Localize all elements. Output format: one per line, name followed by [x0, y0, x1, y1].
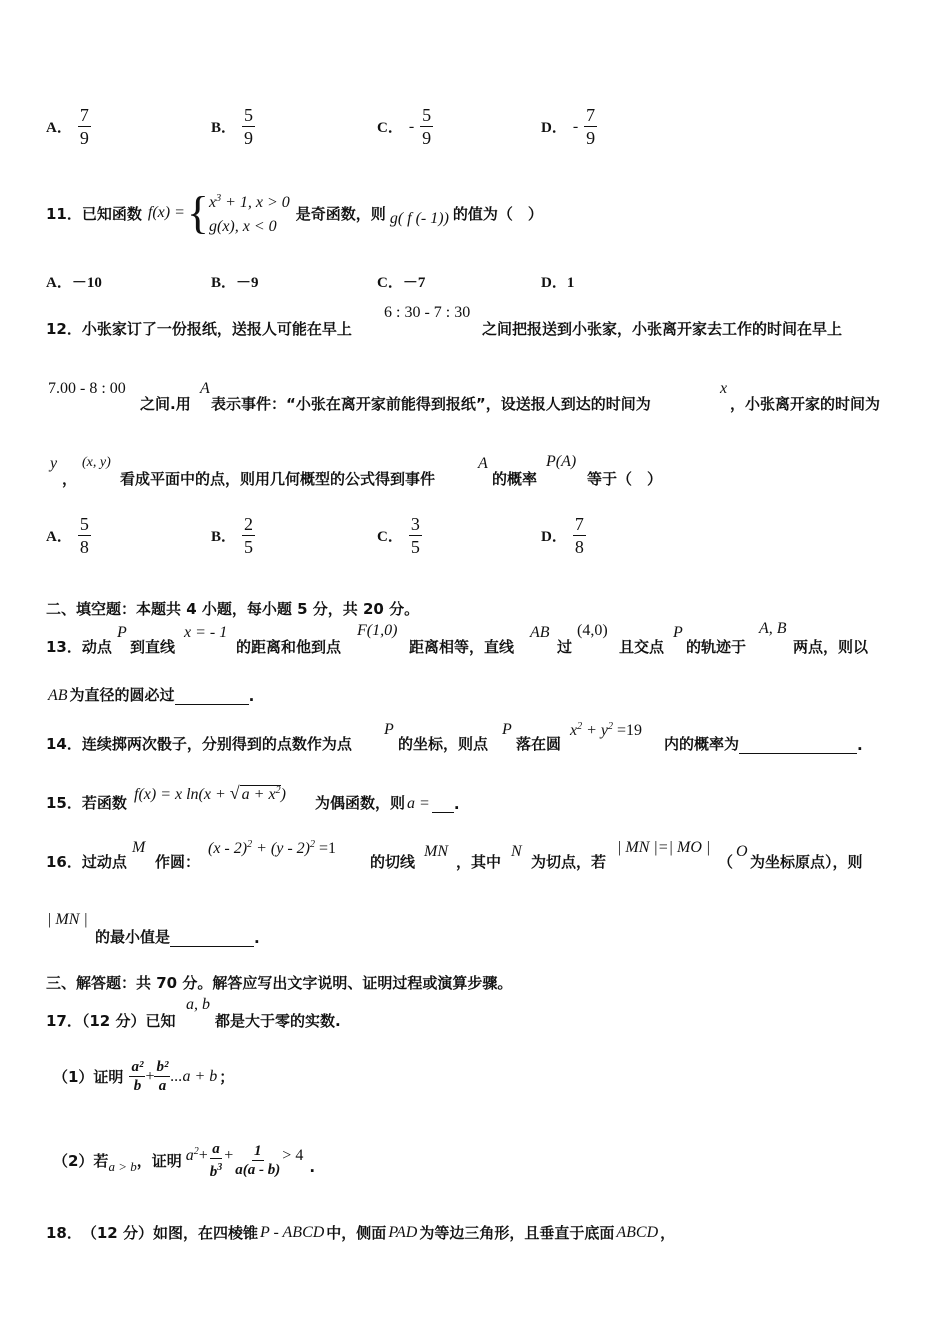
point-n: N: [511, 843, 522, 860]
q12-line-1: [46, 318, 352, 339]
stem-text: ，: [62, 470, 78, 488]
exponent: 3: [217, 1162, 223, 1173]
option-label: A．: [46, 529, 72, 545]
expression: ...a + b: [170, 1067, 218, 1085]
option-value: 1: [566, 275, 575, 291]
numerator: 1: [254, 1143, 262, 1159]
stem-text: 中，侧面: [326, 1224, 387, 1242]
case-1-exponent: 3: [216, 193, 222, 204]
stem-text: 为偶函数，则: [315, 794, 406, 812]
stem-text: 内的概率为: [664, 735, 740, 753]
q10-option-b[interactable]: [211, 104, 255, 149]
function-f: f(x) = x ln(x + √ $a + x^2$): [134, 783, 286, 803]
point-p: P: [117, 624, 127, 641]
option-label: C．: [377, 120, 403, 136]
stem-text: 如图，在四棱锥: [152, 1224, 258, 1242]
case-1: [209, 187, 290, 215]
question-number: 13．: [46, 638, 82, 656]
stem-text: 过: [557, 638, 573, 656]
stem-text: ，其中: [456, 853, 502, 871]
circle-rhs: =19: [617, 722, 643, 739]
points-a-b: A, B: [759, 620, 787, 637]
case-1-rest: + 1, x > 0: [225, 194, 290, 211]
base: b: [209, 1164, 218, 1180]
part-label: （2）若: [53, 1152, 109, 1170]
stem-text: 是奇函数，则: [295, 204, 386, 223]
exponent: 2: [247, 839, 253, 850]
denominator: 9: [586, 128, 596, 148]
sqrt-body: [240, 785, 281, 803]
question-number: 15．: [46, 794, 82, 812]
fraction: [242, 513, 255, 558]
q11-option-b[interactable]: [211, 271, 259, 292]
stem-text: 若函数: [81, 794, 127, 812]
fraction: [78, 513, 91, 558]
denominator: 5: [410, 537, 420, 557]
option-label: C．: [377, 275, 403, 291]
numerator: 5: [422, 105, 432, 125]
q11-stem: [46, 187, 543, 239]
option-label: D．: [541, 529, 567, 545]
point-p: P: [673, 624, 683, 641]
variables-a-b: a, b: [186, 996, 210, 1013]
time-range-2: 7.00 - 8 : 00: [48, 380, 126, 397]
denominator: a(a - b): [235, 1162, 281, 1178]
stem-text: .: [254, 929, 260, 947]
stem-text: 已知: [145, 1012, 176, 1030]
stem-text: 看成平面中的点，则用几何概型的公式得到事件: [120, 470, 436, 488]
denominator: 8: [574, 537, 584, 557]
option-label: A．: [46, 120, 72, 136]
stem-text: 的坐标，则点: [398, 735, 489, 753]
exponent: 2: [608, 721, 614, 732]
circle-x: x: [570, 722, 578, 739]
fraction: [78, 104, 91, 149]
point-xy: (x, y): [82, 455, 111, 470]
circle-term-x: (x - 2): [208, 840, 248, 857]
q11-option-c[interactable]: [377, 271, 425, 292]
stem-text: 表示事件：“小张在离开家前能得到报纸”，设送报人到达的时间为: [211, 395, 651, 413]
denominator: 9: [244, 128, 254, 148]
denominator: 8: [79, 537, 89, 557]
stem-text: 两点，则以: [793, 638, 869, 656]
fraction: [584, 104, 597, 149]
exponent: 2: [193, 1146, 199, 1157]
stem-text: 的距离和他到点: [236, 638, 342, 656]
circle-equation: [208, 839, 336, 858]
denominator: 9: [422, 128, 432, 148]
stem-text: 之间.用: [140, 395, 191, 413]
a-equals: a =: [407, 795, 430, 812]
part-label: （1）证明: [53, 1068, 124, 1086]
section-3-title: 三、解答题：共 70 分。解答应写出文字说明、证明过程或演算步骤。: [46, 974, 513, 992]
paren: ): [280, 786, 286, 803]
a-squared: [186, 1146, 199, 1165]
stem-text: 的切线: [370, 853, 416, 871]
stem-text: .: [309, 1157, 316, 1176]
line-x-eq: x = - 1: [184, 624, 228, 641]
numerator: 3: [410, 514, 420, 534]
denominator: 5: [244, 537, 254, 557]
time-range-1: 6 : 30 - 7 : 30: [384, 304, 471, 321]
face-pad: PAD: [388, 1223, 418, 1241]
line-ab: AB: [530, 624, 550, 641]
q13-line-2: [48, 684, 254, 705]
event-a: A: [478, 455, 488, 472]
base-abcd: ABCD: [616, 1223, 659, 1241]
question-number: 17．: [46, 1012, 82, 1030]
q17-start: [46, 1010, 176, 1031]
answer-blank[interactable]: [170, 932, 254, 947]
q10-option-a[interactable]: [46, 104, 91, 149]
stem-text: 到直线: [130, 638, 176, 656]
function-lhs: f(x) =: [147, 204, 185, 221]
stem-text: 的最小值是: [95, 928, 171, 946]
inequality: > 4: [282, 1146, 304, 1164]
question-number: 18．: [46, 1224, 82, 1242]
q12-option-a[interactable]: [46, 513, 91, 558]
stem-text: 为坐标原点），则: [750, 853, 863, 871]
stem-text: 的值为（ ）: [452, 204, 543, 223]
question-number: 14．: [46, 735, 82, 753]
condition: | MN |=| MO |: [617, 839, 711, 856]
stem-text: （: [718, 853, 734, 871]
piecewise-brace: {: [186, 187, 209, 238]
event-a: A: [200, 380, 210, 397]
case-1-base: x: [208, 194, 217, 211]
denominator: 9: [79, 128, 89, 148]
section-2-title: 二、填空题：本题共 4 小题，每小题 5 分，共 20 分。: [46, 600, 420, 618]
pyramid: P - ABCD: [260, 1223, 325, 1241]
score: （12 分）: [81, 1224, 153, 1242]
q18-stem: [46, 1222, 675, 1243]
plus: +: [198, 1146, 208, 1164]
q17-part-2: [53, 1140, 315, 1181]
q12-option-c[interactable]: [377, 513, 422, 558]
probability-pa: P(A): [546, 453, 577, 470]
question-number: 16．: [46, 853, 82, 871]
origin-o: O: [736, 843, 748, 860]
numerator: b²: [156, 1059, 169, 1075]
question-number: 11．: [46, 204, 82, 223]
stem-text: 落在圆: [516, 735, 562, 753]
q15-end: [315, 792, 460, 813]
stem-text: 距离相等，直线: [409, 638, 515, 656]
fraction: [233, 1142, 282, 1179]
stem-text: 连续掷两次骰子，分别得到的点数作为点: [81, 735, 352, 753]
plus: +: [224, 1146, 234, 1164]
stem-text: 为直径的圆必过: [69, 686, 175, 704]
expression: g( f (- 1)): [389, 210, 449, 227]
fraction: [154, 1058, 170, 1095]
stem-text: 已知函数: [81, 204, 142, 223]
stem-text: 过动点: [81, 853, 127, 871]
q12-option-d[interactable]: [541, 513, 586, 558]
point-f: F(1,0): [357, 622, 398, 639]
option-label: D．: [541, 120, 567, 136]
q17-part-1: [53, 1058, 234, 1095]
fraction: [129, 1058, 145, 1095]
score: （12 分）: [81, 1012, 146, 1030]
stem-text: 之间把报送到小张家，小张离开家去工作的时间在早上: [482, 320, 843, 338]
q12-option-b[interactable]: [211, 513, 255, 558]
q13-start: [46, 636, 112, 657]
option-label: A．: [46, 275, 72, 291]
numerator: a²: [131, 1059, 144, 1075]
line-mn: MN: [424, 843, 448, 860]
q10-option-d[interactable]: [541, 104, 597, 149]
point-p: P: [384, 721, 394, 738]
option-label: B．: [211, 120, 237, 136]
option-label: D．: [541, 275, 567, 291]
sqrt-content: a + x: [241, 786, 276, 803]
stem-text: 为等边三角形，且垂直于底面: [419, 1224, 615, 1242]
exponent: 2: [309, 839, 315, 850]
q14-end: [664, 733, 863, 754]
exponent: 2: [577, 721, 583, 732]
q16-start: [46, 851, 127, 872]
numerator: a: [212, 1141, 220, 1157]
stem-text: 都是大于零的实数.: [215, 1012, 341, 1030]
point-4-0: (4,0): [577, 622, 608, 639]
numerator: 7: [574, 514, 584, 534]
stem-text: .: [248, 687, 255, 705]
q10-option-c[interactable]: [377, 104, 433, 149]
numerator: 5: [244, 105, 254, 125]
base: a: [185, 1147, 194, 1164]
fraction: [420, 104, 433, 149]
option-value: －7: [402, 275, 426, 291]
q15-start: [46, 792, 127, 813]
q11-option-a[interactable]: [46, 271, 102, 292]
answer-blank[interactable]: [175, 690, 249, 705]
stem-text: 等于（ ）: [587, 470, 663, 488]
plus: +: [145, 1067, 155, 1085]
stem-text: 的概率: [492, 470, 538, 488]
circle-rhs: =1: [318, 840, 337, 857]
denominator: a: [158, 1078, 167, 1094]
q14-start: [46, 733, 352, 754]
numerator: 5: [79, 514, 89, 534]
numerator: 7: [79, 105, 89, 125]
stem-text: ，: [660, 1224, 676, 1242]
option-label: B．: [211, 275, 237, 291]
fraction: [573, 513, 586, 558]
numerator: 2: [244, 514, 254, 534]
stem-text: 的轨迹于: [686, 638, 747, 656]
fraction: [409, 513, 422, 558]
minus-sign: -: [572, 117, 579, 135]
denominator: [208, 1159, 225, 1181]
answer-blank[interactable]: [432, 798, 454, 813]
function-lhs: f(x) = x ln(x +: [134, 786, 230, 803]
option-label: B．: [211, 529, 237, 545]
variable-x: x: [720, 380, 728, 397]
abs-mn: | MN |: [47, 911, 88, 928]
stem-text: 作圆：: [155, 853, 201, 871]
option-value: －9: [236, 275, 259, 291]
stem-text: ，证明: [136, 1152, 182, 1170]
piecewise-cases: [209, 187, 290, 239]
circle-y: + y: [586, 722, 609, 739]
stem-text: .: [453, 795, 460, 813]
stem-text: 为切点，若: [531, 853, 607, 871]
q16-end: [95, 926, 260, 947]
stem-text: 且交点: [619, 638, 665, 656]
stem-text: .: [857, 736, 863, 754]
fraction: [242, 104, 255, 149]
option-label: C．: [377, 529, 403, 545]
answer-blank[interactable]: [739, 739, 857, 754]
fraction: [208, 1140, 225, 1181]
minus-sign: -: [408, 117, 415, 135]
stem-text: 动点: [81, 638, 112, 656]
variable-y: y: [50, 455, 58, 472]
stem-text: ，小张离开家的时间为: [730, 395, 881, 413]
question-number: 12．: [46, 320, 82, 338]
line-ab: AB: [48, 687, 68, 704]
point-p: P: [502, 721, 512, 738]
circle-term-y: + (y - 2): [256, 840, 310, 857]
circle-equation: [570, 721, 642, 740]
q11-option-d[interactable]: [541, 271, 574, 292]
stem-text: 小张家订了一份报纸，送报人可能在早上: [81, 320, 352, 338]
condition: a > b: [108, 1158, 137, 1174]
exponent: 2: [275, 785, 281, 796]
numerator: 7: [586, 105, 596, 125]
point-m: M: [132, 839, 146, 856]
case-2: g(x), x < 0: [208, 218, 277, 235]
option-value: －10: [71, 275, 102, 291]
stem-text: ；: [219, 1068, 235, 1086]
denominator: b: [133, 1078, 142, 1094]
